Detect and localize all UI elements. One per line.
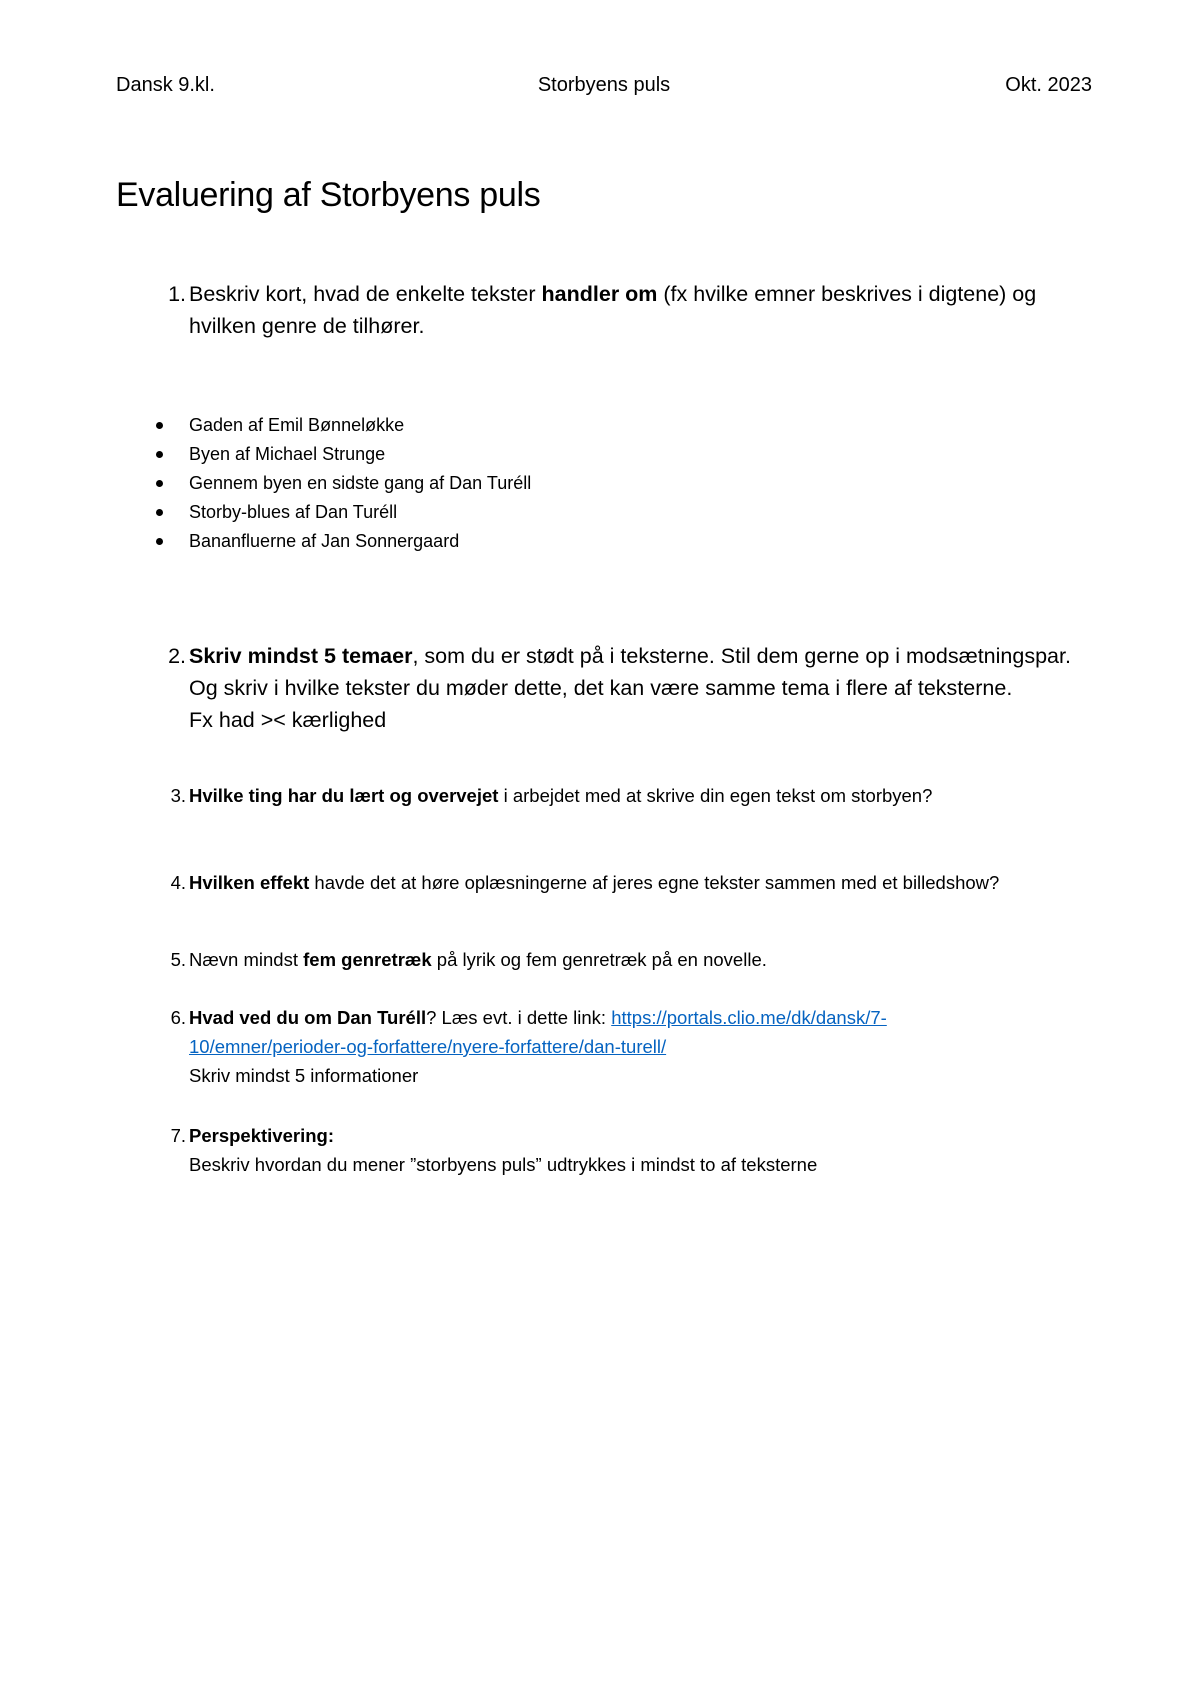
list-item-label: Gaden af Emil Bønneløkke — [189, 415, 405, 435]
list-item — [116, 469, 531, 498]
question-emphasis: Hvilken effekt — [189, 872, 310, 893]
list-item — [116, 411, 531, 440]
question-text: ? Læs evt. i dette link: — [426, 1007, 612, 1028]
question-emphasis: Perspektivering: — [189, 1125, 334, 1146]
question-2 — [116, 640, 1096, 736]
text-list — [116, 411, 531, 556]
list-item-label: Bananfluerne af Jan Sonnergaard — [189, 531, 460, 551]
question-text: i arbejdet med at skrive din egen tekst om storbyen? — [498, 785, 933, 806]
question-text: Beskriv kort, hvad de enkelte tekster — [189, 282, 542, 306]
list-item — [116, 440, 531, 469]
question-5 — [116, 945, 1096, 974]
list-item — [116, 527, 531, 556]
header-date: Okt. 2023 — [1005, 74, 1092, 96]
question-number: 4. — [170, 872, 186, 893]
question-text: havde det at høre oplæsningerne af jeres egne tekster sammen med et billedshow? — [309, 872, 1000, 893]
bullet-icon — [156, 451, 163, 458]
header-subject: Dansk 9.kl. — [116, 74, 215, 96]
question-text: hvilken genre de tilhører. — [189, 314, 425, 338]
question-text: Og skriv i hvilke tekster du møder dette, det kan være samme tema i flere af teksterne. — [189, 676, 1013, 700]
question-text: på lyrik og fem genretræk på en novelle. — [431, 949, 767, 970]
page-title: Evaluering af Storbyens puls — [116, 176, 541, 214]
question-6 — [116, 1003, 1096, 1090]
bullet-icon — [156, 538, 163, 545]
question-text: Nævn mindst — [189, 949, 304, 970]
header-topic: Storbyens puls — [537, 74, 671, 96]
question-number: 3. — [170, 785, 186, 806]
bullet-icon — [156, 480, 163, 487]
list-item-label: Byen af Michael Strunge — [189, 444, 386, 464]
question-emphasis: handler om — [541, 282, 658, 306]
question-emphasis: Hvad ved du om Dan Turéll — [189, 1007, 427, 1028]
question-text: Beskriv hvordan du mener ”storbyens puls” udtrykkes i mindst to af teksterne — [189, 1154, 818, 1175]
question-text: Skriv mindst 5 informationer — [189, 1065, 419, 1086]
bullet-icon — [156, 509, 163, 516]
list-item-label: Gennem byen en sidste gang af Dan Turéll — [189, 473, 532, 493]
question-3 — [116, 781, 1096, 810]
question-number: 5. — [170, 949, 186, 970]
question-4 — [116, 868, 1096, 897]
question-1 — [116, 278, 1096, 342]
question-emphasis: Skriv mindst 5 temaer — [189, 644, 413, 668]
question-text: , som du er stødt på i teksterne. Stil dem gerne op i modsætningspar. — [412, 644, 1071, 668]
page-header — [116, 74, 1092, 97]
question-number: 7. — [170, 1125, 186, 1146]
bullet-icon — [156, 422, 163, 429]
question-number: 2. — [168, 644, 186, 668]
question-number: 1. — [168, 282, 186, 306]
list-item — [116, 498, 531, 527]
question-emphasis: Hvilke ting har du lært og overvejet — [189, 785, 499, 806]
question-text: (fx hvilke emner beskrives i digtene) og — [657, 282, 1037, 306]
question-emphasis: fem genretræk — [303, 949, 432, 970]
question-7 — [116, 1121, 1096, 1179]
question-number: 6. — [170, 1007, 186, 1028]
link-text[interactable]: https://portals.clio.me/dk/dansk/7- — [611, 1007, 887, 1028]
list-item-label: Storby-blues af Dan Turéll — [189, 502, 398, 522]
question-text: Fx had >< kærlighed — [189, 708, 387, 732]
link-text[interactable]: 10/emner/perioder-og-forfattere/nyere-forfattere/dan-turell/ — [189, 1036, 667, 1057]
